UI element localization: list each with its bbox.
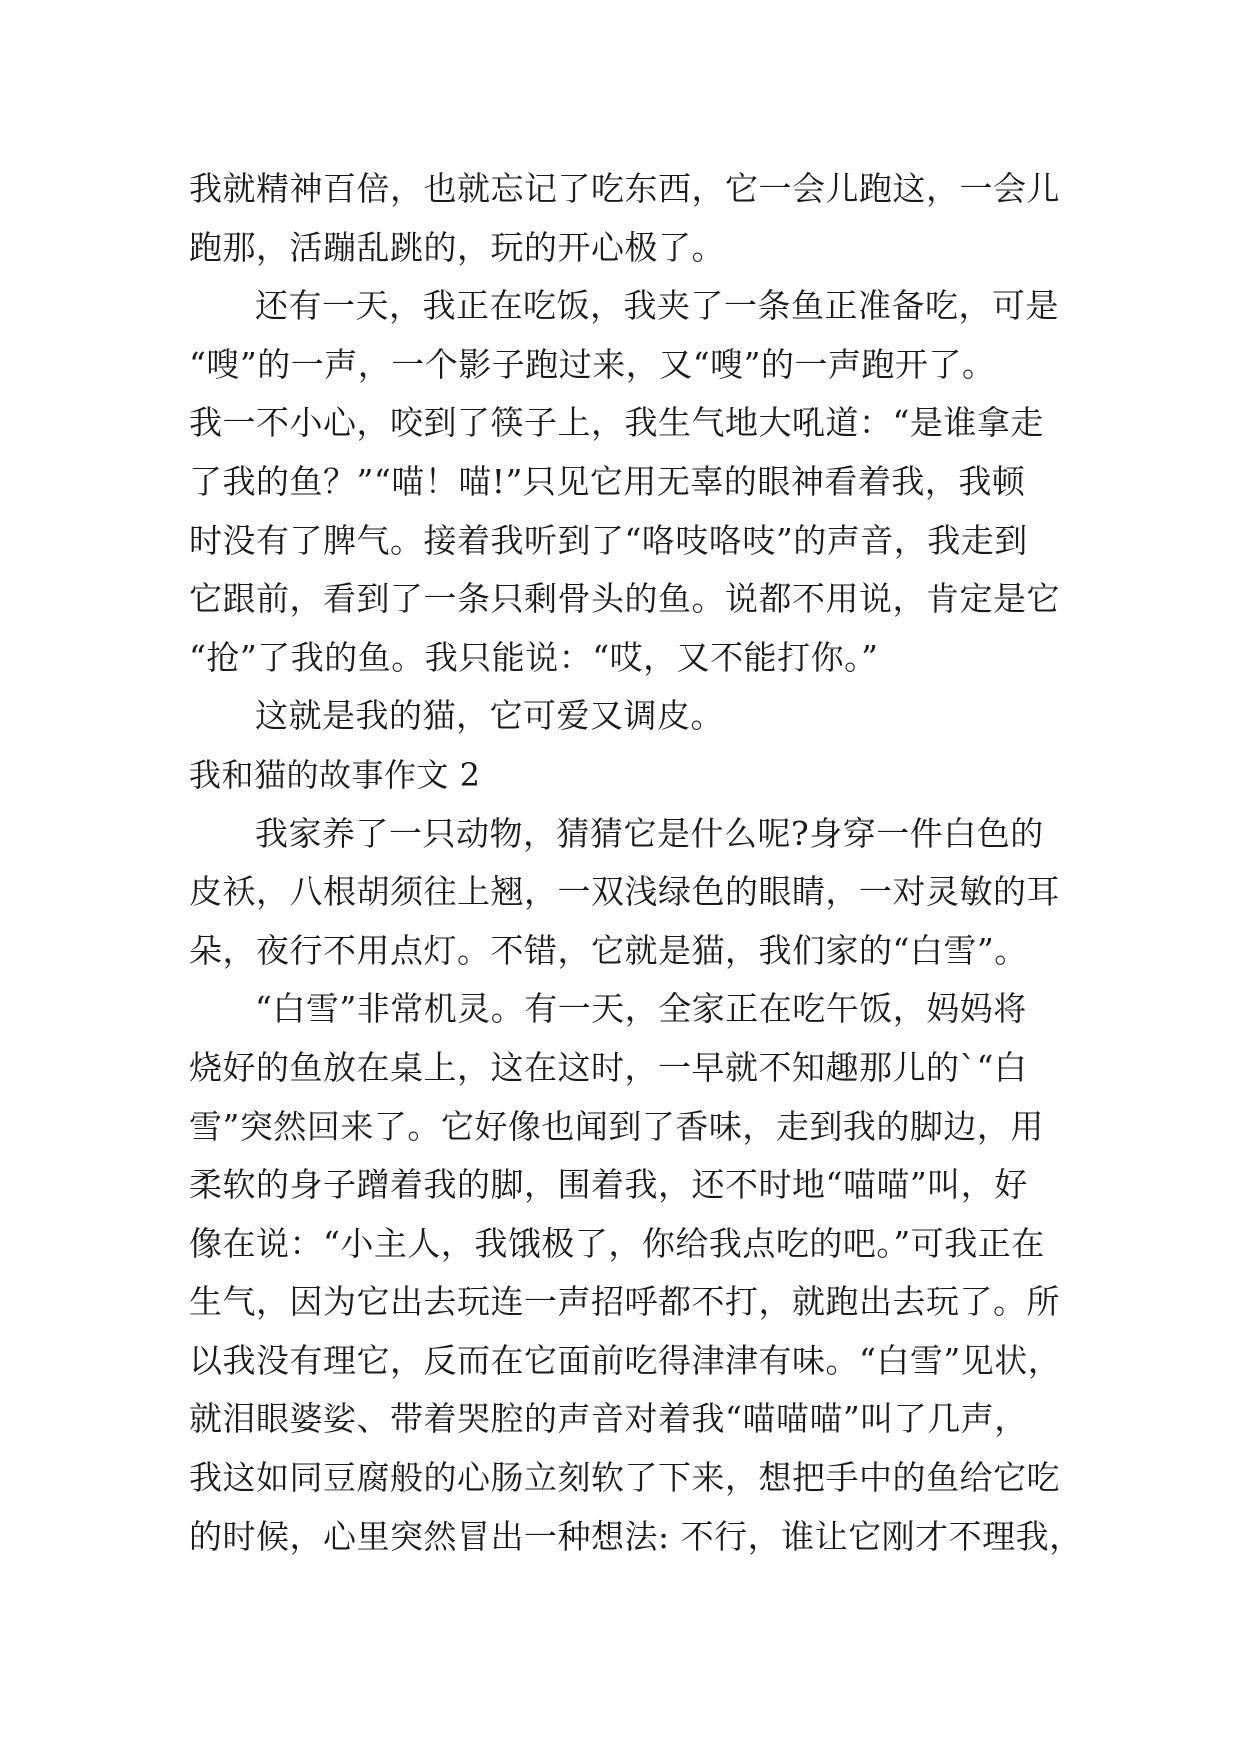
text-line: 我一不小心，咬到了筷子上，我生气地大吼道：“是谁拿走 bbox=[189, 403, 1044, 443]
text-line: 我这如同豆腐般的心肠立刻软了下来，想把手中的鱼给它吃 bbox=[189, 1458, 1060, 1498]
text-line: 皮袄，八根胡须往上翘，一双浅绿色的眼睛，一对灵敏的耳 bbox=[189, 872, 1060, 912]
text-line: “嗖”的一声，一个影子跑过来，又“嗖”的一声跑开了。 bbox=[189, 344, 996, 384]
section-heading: 我和猫的故事作文 2 bbox=[189, 755, 481, 794]
text-line: 以我没有理它，反而在它面前吃得津津有味。“白雪”见状， bbox=[189, 1340, 1062, 1380]
text-line: 跑那，活蹦乱跳的，玩的开心极了。 bbox=[189, 227, 725, 267]
text-line: 雪”突然回来了。它好像也闻到了香味，走到我的脚边，用 bbox=[189, 1106, 1044, 1146]
text-line: 它跟前，看到了一条只剩骨头的鱼。说都不用说，肯定是它 bbox=[189, 579, 1060, 619]
text-line: 烧好的鱼放在桌上，这在这时，一早就不知趣那儿的`“白 bbox=[189, 1047, 1028, 1087]
text-line: 了我的鱼？”“喵！喵!”只见它用无辜的眼神看着我，我顿 bbox=[189, 461, 1026, 501]
text-line: 生气，因为它出去玩连一声招呼都不打，就跑出去玩了。所 bbox=[189, 1282, 1060, 1322]
text-line: “抢”了我的鱼。我只能说：“哎，又不能打你。” bbox=[189, 637, 879, 677]
text-line: 我就精神百倍，也就忘记了吃东西，它一会儿跑这，一会儿 bbox=[189, 169, 1060, 208]
paragraph-start-line: 还有一天，我正在吃饭，我夹了一条鱼正准备吃，可是 bbox=[255, 286, 1059, 326]
paragraph-start-line: “白雪”非常机灵。有一天，全家正在吃午饭，妈妈将 bbox=[255, 989, 1027, 1029]
text-line: 的时候，心里突然冒出一种想法: 不行，谁让它刚才不理我， bbox=[189, 1516, 1083, 1556]
paragraph-start-line: 我家养了一只动物，猜猜它是什么呢?身穿一件白色的 bbox=[255, 813, 1044, 853]
text-line: 柔软的身子蹭着我的脚，围着我，还不时地“喵喵”叫，好 bbox=[189, 1165, 1028, 1205]
text-line: 时没有了脾气。接着我听到了“咯吱咯吱”的声音，我走到 bbox=[189, 520, 1028, 560]
paragraph-start-line: 这就是我的猫，它可爱又调皮。 bbox=[255, 696, 724, 736]
text-line: 像在说：“小主人，我饿极了，你给我点吃的吧。”可我正在 bbox=[189, 1223, 1045, 1263]
text-line: 就泪眼婆娑、带着哭腔的声音对着我“喵喵喵”叫了几声， bbox=[189, 1399, 1028, 1439]
document-page bbox=[189, 160, 1083, 1566]
text-line: 朵，夜行不用点灯。不错，它就是猫，我们家的“白雪”。 bbox=[189, 930, 1028, 970]
